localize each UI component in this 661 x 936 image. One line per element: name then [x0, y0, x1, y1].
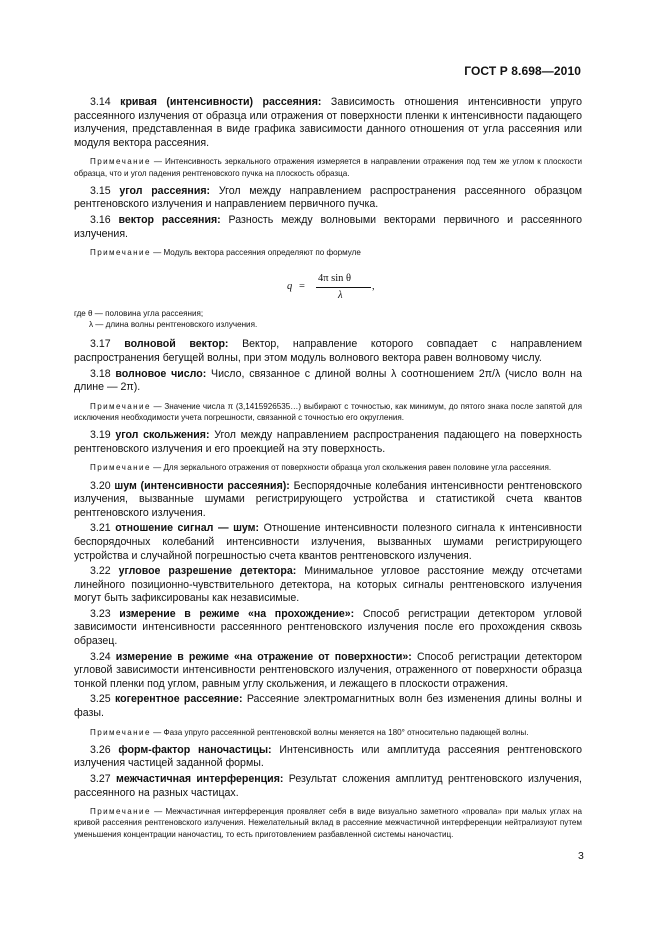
- page-body: [74, 96, 582, 846]
- term-number: 3.23: [90, 607, 111, 620]
- term-text: Угол между направлением распространения падающего на поверхность рентгеновского излучения и его проекцией на эту поверхность.: [74, 429, 582, 455]
- note-text: — Межчастичная интерференция проявляет себя в виде визуально заметного «провала» при малых углах на кривой рассеяния рентгеновского излучения. Нежелательный вклад в рассеяние межчастичной интерференции нейтрализуют путем уменьшения концентрации наночастиц, то есть приготовлением разбавленной системы наночастиц.: [74, 807, 583, 839]
- term-name: измерение в режиме «на прохождение»:: [119, 607, 355, 620]
- term-text: Минимальное угловое расстояние между отсчетами линейного позиционно-чувствительного детектора, на которых сигналы рентгеновского излучения могут быть зафиксированы как независимые.: [74, 565, 582, 605]
- term-name: волновое число:: [115, 367, 207, 380]
- note: [74, 806, 582, 840]
- term-definition: [74, 744, 582, 771]
- formula-numerator: 4π sin θ: [318, 273, 352, 285]
- where-line-1: где θ — половина угла рассеяния;: [74, 309, 204, 319]
- term-name: отношение сигнал — шум:: [115, 522, 260, 535]
- note-label: Примечание: [90, 401, 151, 411]
- term-number: 3.21: [90, 522, 111, 535]
- term-name: кривая (интенсивности) рассеяния:: [120, 96, 322, 108]
- term-definition: [74, 96, 582, 150]
- term-definition: [74, 773, 582, 800]
- term-number: 3.16: [90, 213, 111, 226]
- term-text: Разность между волновыми векторами первичного и рассеянного излучения.: [74, 213, 582, 240]
- document-id: ГОСТ Р 8.698—2010: [464, 64, 581, 78]
- term-number: 3.14: [90, 96, 111, 108]
- page-number: 3: [578, 850, 584, 862]
- term-name: вектор рассеяния:: [118, 213, 221, 226]
- note-text: — Модуль вектора рассеяния определяют по формуле: [153, 248, 361, 258]
- term-number: 3.20: [90, 479, 111, 492]
- term-number: 3.26: [90, 743, 111, 756]
- term-definition: [74, 651, 582, 692]
- term-name: измерение в режиме «на отражение от поверхности»:: [115, 650, 412, 663]
- term-text: Беспорядочные колебания интенсивности рентгеновского излучения, вызванные шумами регистрирующего устройства и статистикой счета квантов рентгеновского излучения.: [74, 479, 582, 519]
- term-number: 3.27: [90, 773, 111, 786]
- note-text: — Для зеркального отражения от поверхности образца угол скольжения равен половине угла рассеяния.: [153, 463, 552, 473]
- term-definition: [74, 429, 582, 456]
- term-definition: [74, 368, 582, 395]
- term-definition: [74, 565, 582, 606]
- term-text: Угол между направлением распространения рассеянного образцом рентгеновского излучения и направлением первичного пучка.: [74, 184, 583, 211]
- terms-block-1: [74, 96, 582, 258]
- term-number: 3.17: [90, 338, 111, 351]
- term-number: 3.15: [90, 184, 111, 197]
- note-text: — Фаза упруго рассеянной рентгеновской волны меняется на 180° относительно падающей волны.: [153, 727, 529, 737]
- note-label: Примечание: [90, 157, 151, 167]
- term-number: 3.19: [90, 429, 111, 442]
- term-definition: [74, 338, 582, 365]
- term-number: 3.24: [90, 650, 111, 663]
- formula-trail: ,: [372, 281, 375, 293]
- term-name: межчастичная интерференция:: [115, 773, 284, 786]
- note: [74, 727, 582, 738]
- term-name: волновой вектор:: [124, 338, 229, 351]
- term-definition: [74, 693, 582, 720]
- term-name: угол скольжения:: [115, 429, 210, 442]
- term-number: 3.25: [90, 693, 111, 706]
- note-label: Примечание: [90, 807, 151, 817]
- term-number: 3.22: [90, 565, 111, 578]
- note-label: Примечание: [90, 248, 151, 258]
- formula: [74, 264, 582, 308]
- term-text: Вектор, направление которого совпадает с направлением распространения бегущей волны, при этом модуль волнового вектора равен волновому числу.: [74, 338, 582, 364]
- formula-lhs: q: [287, 281, 293, 293]
- terms-block-2: [74, 338, 582, 839]
- note: [74, 247, 582, 258]
- term-definition: [74, 522, 582, 563]
- term-definition: [74, 608, 582, 649]
- term-text: Интенсивность или амплитуда рассеяния рентгеновского излучения частицей заданной формы.: [74, 743, 583, 770]
- note: [74, 401, 582, 423]
- term-name: форм-фактор наночастицы:: [118, 743, 272, 756]
- term-definition: [74, 185, 582, 212]
- term-definition: [74, 214, 582, 241]
- formula-denominator: λ: [338, 290, 343, 302]
- note: [74, 462, 582, 473]
- term-name: угловое разрешение детектора:: [118, 565, 297, 578]
- note-text: — Интенсивность зеркального отражения измеряется в направлении отражения под тем же углом к плоскости образца, что и угол падения рентгеновского пучка на плоскость образца.: [74, 157, 582, 178]
- where-line-2: λ — длина волны рентгеновского излучения.: [89, 320, 258, 330]
- term-text: Отношение интенсивности полезного сигнала к интенсивности беспорядочных колебаний интенсивности излучения, вызванных шумами регистрирующего устройства и случайной погрешностью счета квантов рентгеновского излучения.: [74, 522, 582, 562]
- term-name: угол рассеяния:: [119, 184, 211, 197]
- term-number: 3.18: [90, 367, 111, 380]
- term-text: Число, связанное с длиной волны λ соотношением 2π/λ (число волн на длине — 2π).: [74, 367, 582, 394]
- term-text: Рассеяние электромагнитных волн без изменения длины волны и фазы.: [74, 693, 582, 720]
- note-label: Примечание: [90, 463, 151, 473]
- formula-equals: =: [299, 281, 305, 293]
- term-text: Результат сложения амплитуд рентгеновского излучения, рассеянного на разных частицах.: [74, 773, 583, 799]
- fraction-bar: [316, 287, 371, 288]
- term-text: Зависимость отношения интенсивности упруго рассеянного излучения от образца или отражения от поверхности пленки к интенсивности падающего излучения, представленная в виде графика зависимости данного отношения от угла рассеяния или модуля вектора рассеяния.: [74, 96, 582, 149]
- term-text: Способ регистрации детектором угловой зависимости интенсивности рассеянного рентгеновского излучения после его прохождения сквозь образец.: [74, 607, 582, 648]
- term-definition: [74, 480, 582, 521]
- note-label: Примечание: [90, 727, 151, 737]
- term-text: Способ регистрации детектором угловой зависимости интенсивности рентгеновского излучения, отраженного от поверхности образца тонкой пленки под углом, равным углу скольжения, и лежащего в плоскости отражения.: [74, 650, 583, 690]
- term-name: шум (интенсивности рассеяния):: [114, 479, 290, 492]
- note: [74, 156, 582, 178]
- note-text: — Значение числа π (3,1415926535…) выбирают с точностью, как минимум, до пятого знака после запятой для исключения необходимости учета погрешности, связанной с точностью его округления.: [74, 401, 583, 422]
- term-name: когерентное рассеяние:: [114, 693, 243, 706]
